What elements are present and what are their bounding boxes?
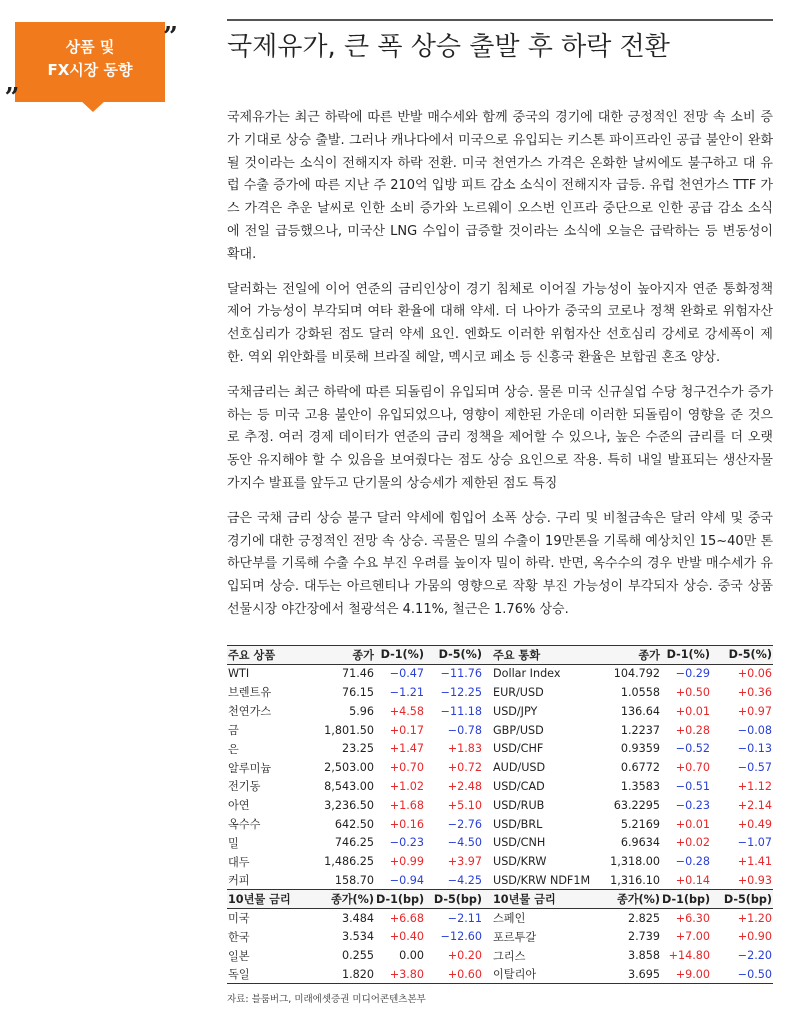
table-cell: −0.94 xyxy=(389,873,424,887)
table-cell: 1.0558 xyxy=(620,685,660,699)
table-cell: −0.51 xyxy=(675,779,710,793)
table-cell: 1.3583 xyxy=(620,779,660,793)
table-cell: −12.25 xyxy=(440,685,482,699)
table-cell: +6.68 xyxy=(389,911,424,925)
table-cell: Dollar Index xyxy=(493,667,561,681)
table-cell: GBP/USD xyxy=(493,723,544,737)
table-cell: +0.28 xyxy=(675,723,710,737)
table-header-cell: 종가 xyxy=(593,646,661,665)
table-cell: 포르투갈 xyxy=(493,930,537,944)
table-row xyxy=(227,871,773,890)
table-row xyxy=(227,739,773,758)
table-cell: USD/BRL xyxy=(493,817,543,831)
section-badge-label xyxy=(15,36,165,82)
table-cell: 63.2295 xyxy=(613,798,660,812)
table-cell: −2.11 xyxy=(447,911,482,925)
table-cell: +0.02 xyxy=(675,836,710,850)
table-cell: −2.20 xyxy=(737,949,772,963)
table-cell: 2.825 xyxy=(627,911,660,925)
table-cell: −0.29 xyxy=(675,667,710,681)
table-cell: USD/KRW NDF1M xyxy=(493,873,591,887)
table-header-cell: D-1(bp) xyxy=(375,890,425,909)
table-cell: +0.90 xyxy=(737,930,772,944)
table-cell: 0.255 xyxy=(341,949,374,963)
table-cell: USD/CHF xyxy=(493,742,544,756)
table-cell: 136.64 xyxy=(620,704,660,718)
table-cell: +0.01 xyxy=(675,704,710,718)
table-cell: +6.30 xyxy=(675,911,710,925)
table-cell: 3.484 xyxy=(341,911,374,925)
table-cell: +0.17 xyxy=(389,723,424,737)
table-cell: 은 xyxy=(228,742,239,756)
paragraph-fx: 달러화는 전일에 이어 연준의 금리인상이 경기 침체로 이어질 가능성이 높아지자 연준 통화정책 제어 가능성이 부각되며 여타 환율에 대해 약세. 더 나아가 중국의 코로나 정책 완화로 위험자산 선호심리가 강화된 점도 달러 약세 요인. 엔화도 이러한 위험자산 선호심리 강세로 강세폭이 제한. 역외 위안화를 비롯해 브라질 헤알, 멕시코 페소 등 신흥국 환율은 보합권 혼조 양상. xyxy=(227,281,773,365)
table-row xyxy=(227,946,773,965)
table-cell: 옥수수 xyxy=(228,818,261,832)
table-row xyxy=(227,664,773,683)
table-cell: +0.01 xyxy=(675,817,710,831)
page-title: 국제유가, 큰 폭 상승 출발 후 하락 전환 xyxy=(227,32,670,62)
open-quote-icon: „ xyxy=(5,68,20,98)
table-header-cell: 10년물 금리 xyxy=(227,890,307,909)
table-cell: −0.13 xyxy=(737,742,772,756)
table-cell: 브렌트유 xyxy=(228,686,272,700)
table-header-cell: 주요 상품 xyxy=(227,646,307,665)
table-cell: +0.70 xyxy=(389,761,424,775)
table-cell: −0.47 xyxy=(389,667,424,681)
table-cell: 금 xyxy=(228,724,239,738)
table-cell: 이탈리아 xyxy=(483,965,593,984)
table-cell: −12.60 xyxy=(440,930,482,944)
table-cell: 3.695 xyxy=(593,965,661,984)
table-header-cell: 10년물 금리 xyxy=(483,890,593,909)
table-cell: 커피 xyxy=(228,874,250,888)
table-cell: +5.10 xyxy=(447,798,482,812)
paragraph-commodities: 금은 국채 금리 상승 불구 달러 약세에 힘입어 소폭 상승. 구리 및 비철금속은 달러 약세 및 중국 경기에 대한 긍정적인 전망 속 상승. 곡물은 밀의 수출이 19만톤을 기록해 예상치인 15~40만 톤 하단부를 기록해 수출 수요 부진 우려를 높이자 밀이 하락. 반면, 옥수수의 경우 반발 매수세가 유입되며 상승. 대두는 아르헨티나 가뭄의 영향으로 작황 부진 가능성이 부각되자 상승. 중국 상품선물시장 야간장에서 철광석은 4.11%, 철근은 1.76% 상승. xyxy=(227,510,773,617)
table-cell: 642.50 xyxy=(334,817,374,831)
table-cell: 2,503.00 xyxy=(324,761,374,775)
table-cell: 5.2169 xyxy=(620,817,660,831)
table-cell: 아연 xyxy=(228,799,250,813)
paragraph-rates: 국채금리는 최근 하락에 따른 되돌림이 유입되며 상승. 물론 미국 신규실업 수당 청구건수가 증가하는 등 미국 고용 불안이 유입되었으나, 영향이 제한된 가운데 이러한 되돌림이 영향을 준 것으로 추정. 여러 경제 데이터가 연준의 금리 정책을 제어할 수 있으나, 높은 수준의 금리를 더 오랫동안 유지해야 할 수 있음을 보여줬다는 점도 상승 요인으로 작용. 특히 내일 발표되는 생산자물가지수 발표를 앞두고 단기물의 상승세가 제한된 점도 특징 xyxy=(227,384,773,491)
table-header-row xyxy=(227,646,773,665)
table-row xyxy=(227,833,773,852)
table-cell: −11.18 xyxy=(440,704,482,718)
table-row xyxy=(227,815,773,834)
table-cell: 23.25 xyxy=(341,742,374,756)
table-cell: +9.00 xyxy=(661,965,711,984)
table-row xyxy=(227,777,773,796)
table-cell: 76.15 xyxy=(341,685,374,699)
table-cell: AUD/USD xyxy=(493,761,546,775)
table-cell: EUR/USD xyxy=(493,685,544,699)
table-header-cell: 종가(%) xyxy=(593,890,661,909)
table-header-cell: 주요 통화 xyxy=(483,646,593,665)
table-cell: +7.00 xyxy=(675,930,710,944)
table-cell: +1.20 xyxy=(737,911,772,925)
table-cell: USD/KRW xyxy=(493,855,547,869)
table-cell: −0.52 xyxy=(675,742,710,756)
table-cell: +0.20 xyxy=(447,949,482,963)
table-cell: −0.08 xyxy=(737,723,772,737)
table-cell: +1.41 xyxy=(737,855,772,869)
table-cell: 104.792 xyxy=(613,667,660,681)
table-cell: +3.80 xyxy=(375,965,425,984)
table-cell: +14.80 xyxy=(668,949,710,963)
table-cell: 미국 xyxy=(228,912,250,926)
table-cell: −0.57 xyxy=(737,761,772,775)
table-header-cell: D-1(bp) xyxy=(661,890,711,909)
table-cell: 3.534 xyxy=(341,930,374,944)
table-cell: 스페인 xyxy=(493,912,526,926)
table-cell: 2.739 xyxy=(627,930,660,944)
table-cell: −0.23 xyxy=(389,836,424,850)
title-rule xyxy=(227,19,773,21)
table-cell: 5.96 xyxy=(349,704,374,718)
section-badge-tail xyxy=(80,100,106,112)
table-cell: +1.02 xyxy=(389,779,424,793)
table-cell: −2.76 xyxy=(447,817,482,831)
table-cell: 6.9634 xyxy=(620,836,660,850)
table-cell: −11.76 xyxy=(440,667,482,681)
table-cell: 8,543.00 xyxy=(324,779,374,793)
table-cell: 1.2237 xyxy=(620,723,660,737)
table-cell: −0.78 xyxy=(447,723,482,737)
table-row xyxy=(227,909,773,928)
table-row xyxy=(227,927,773,946)
table-header-cell: D-1(%) xyxy=(661,646,711,665)
table-cell: +4.58 xyxy=(389,704,424,718)
table-row xyxy=(227,721,773,740)
badge-line-1: 상품 및 xyxy=(65,38,115,56)
table-cell: +0.72 xyxy=(447,761,482,775)
paragraph-oil: 국제유가는 최근 하락에 따른 반발 매수세와 함께 중국의 경기에 대한 긍정적인 전망 속 소비 증가 기대로 상승 출발. 그러나 캐나다에서 미국으로 유입되는 키스톤 파이프라인 공급 불안이 완화될 것이라는 소식이 전해지자 하락 전환. 미국 천연가스 가격은 온화한 날씨에도 불구하고 대 유럽 수출 증가에 따른 지난 주 210억 입방 피트 감소 소식이 전해지자 급등. 유럽 천연가스 TTF 가스 가격은 추운 날씨로 인한 소비 증가와 노르웨이 오스번 인프라 중단으로 인한 공급 감소 소식에 전일 급등했으나, 미국산 LNG 수입이 급증할 것이라는 소식에 오늘은 급락하는 등 변동성이 확대. xyxy=(227,110,773,262)
table-cell: USD/RUB xyxy=(493,798,545,812)
table-cell: 3,236.50 xyxy=(324,798,374,812)
table-cell: −4.50 xyxy=(447,836,482,850)
source-note: 자료: 블룸버그, 미래에셋증권 미디어콘텐츠본부 xyxy=(227,994,426,1005)
table-cell: WTI xyxy=(228,667,250,681)
table-cell: 일본 xyxy=(228,949,250,963)
table-cell: 한국 xyxy=(228,930,250,944)
table-cell: 0.00 xyxy=(399,949,424,963)
table-cell: 3.858 xyxy=(627,949,660,963)
table-cell: −1.21 xyxy=(389,685,424,699)
table-cell: +0.99 xyxy=(389,855,424,869)
table-row xyxy=(227,702,773,721)
table-cell: +0.40 xyxy=(389,930,424,944)
table-cell: 1,318.00 xyxy=(610,855,660,869)
table-row xyxy=(227,796,773,815)
table-header-cell: 종가(%) xyxy=(307,890,375,909)
table-row xyxy=(227,683,773,702)
table-cell: 1,801.50 xyxy=(324,723,374,737)
table-cell: USD/CAD xyxy=(493,779,545,793)
table-header-cell: D-5(%) xyxy=(425,646,483,665)
table-cell: 158.70 xyxy=(334,873,374,887)
table-cell: USD/CNH xyxy=(493,836,546,850)
table-cell: 알루미늄 xyxy=(228,761,272,775)
table-cell: +1.68 xyxy=(389,798,424,812)
table-row xyxy=(227,965,773,984)
table-cell: −4.25 xyxy=(447,873,482,887)
badge-line-2: FX시장 동향 xyxy=(47,61,133,79)
table-row xyxy=(227,852,773,871)
table-row xyxy=(227,758,773,777)
table-cell: +0.14 xyxy=(675,873,710,887)
close-quote-icon: ” xyxy=(163,22,178,52)
table-cell: +0.49 xyxy=(737,817,772,831)
table-cell: +0.06 xyxy=(737,667,772,681)
table-cell: +0.97 xyxy=(737,704,772,718)
table-header-cell: D-5(%) xyxy=(711,646,773,665)
table-cell: +1.47 xyxy=(389,742,424,756)
table-cell: 독일 xyxy=(227,965,307,984)
table-cell: +0.60 xyxy=(425,965,483,984)
table-cell: −0.23 xyxy=(675,798,710,812)
table-cell: 대두 xyxy=(228,855,250,869)
table-cell: −0.50 xyxy=(711,965,773,984)
table-cell: +0.50 xyxy=(675,685,710,699)
table-cell: USD/JPY xyxy=(493,704,538,718)
table-cell: +2.14 xyxy=(737,798,772,812)
table-cell: +0.36 xyxy=(737,685,772,699)
table-cell: 밀 xyxy=(228,836,239,850)
table-cell: 1.820 xyxy=(307,965,375,984)
table-cell: −1.07 xyxy=(737,836,772,850)
table-cell: +3.97 xyxy=(447,855,482,869)
table-cell: 746.25 xyxy=(334,836,374,850)
table-cell: 0.6772 xyxy=(620,761,660,775)
table-cell: 1,316.10 xyxy=(610,873,660,887)
table-cell: +0.70 xyxy=(675,761,710,775)
table-cell: +0.93 xyxy=(737,873,772,887)
table-cell: 1,486.25 xyxy=(324,855,374,869)
table-header-cell: D-1(%) xyxy=(375,646,425,665)
market-data-table xyxy=(227,645,773,984)
table-cell: +1.12 xyxy=(737,779,772,793)
table-header-cell: D-5(bp) xyxy=(711,890,773,909)
table-header-row xyxy=(227,890,773,909)
table-cell: −0.28 xyxy=(675,855,710,869)
table-header-cell: 종가 xyxy=(307,646,375,665)
table-cell: +0.16 xyxy=(389,817,424,831)
table-cell: 0.9359 xyxy=(620,742,660,756)
table-cell: 그리스 xyxy=(493,949,526,963)
table-cell: 천연가스 xyxy=(228,705,272,719)
article-body xyxy=(227,107,773,634)
table-cell: +2.48 xyxy=(447,779,482,793)
table-header-cell: D-5(bp) xyxy=(425,890,483,909)
table-cell: 전기동 xyxy=(228,780,261,794)
table-cell: +1.83 xyxy=(447,742,482,756)
table-cell: 71.46 xyxy=(341,667,374,681)
